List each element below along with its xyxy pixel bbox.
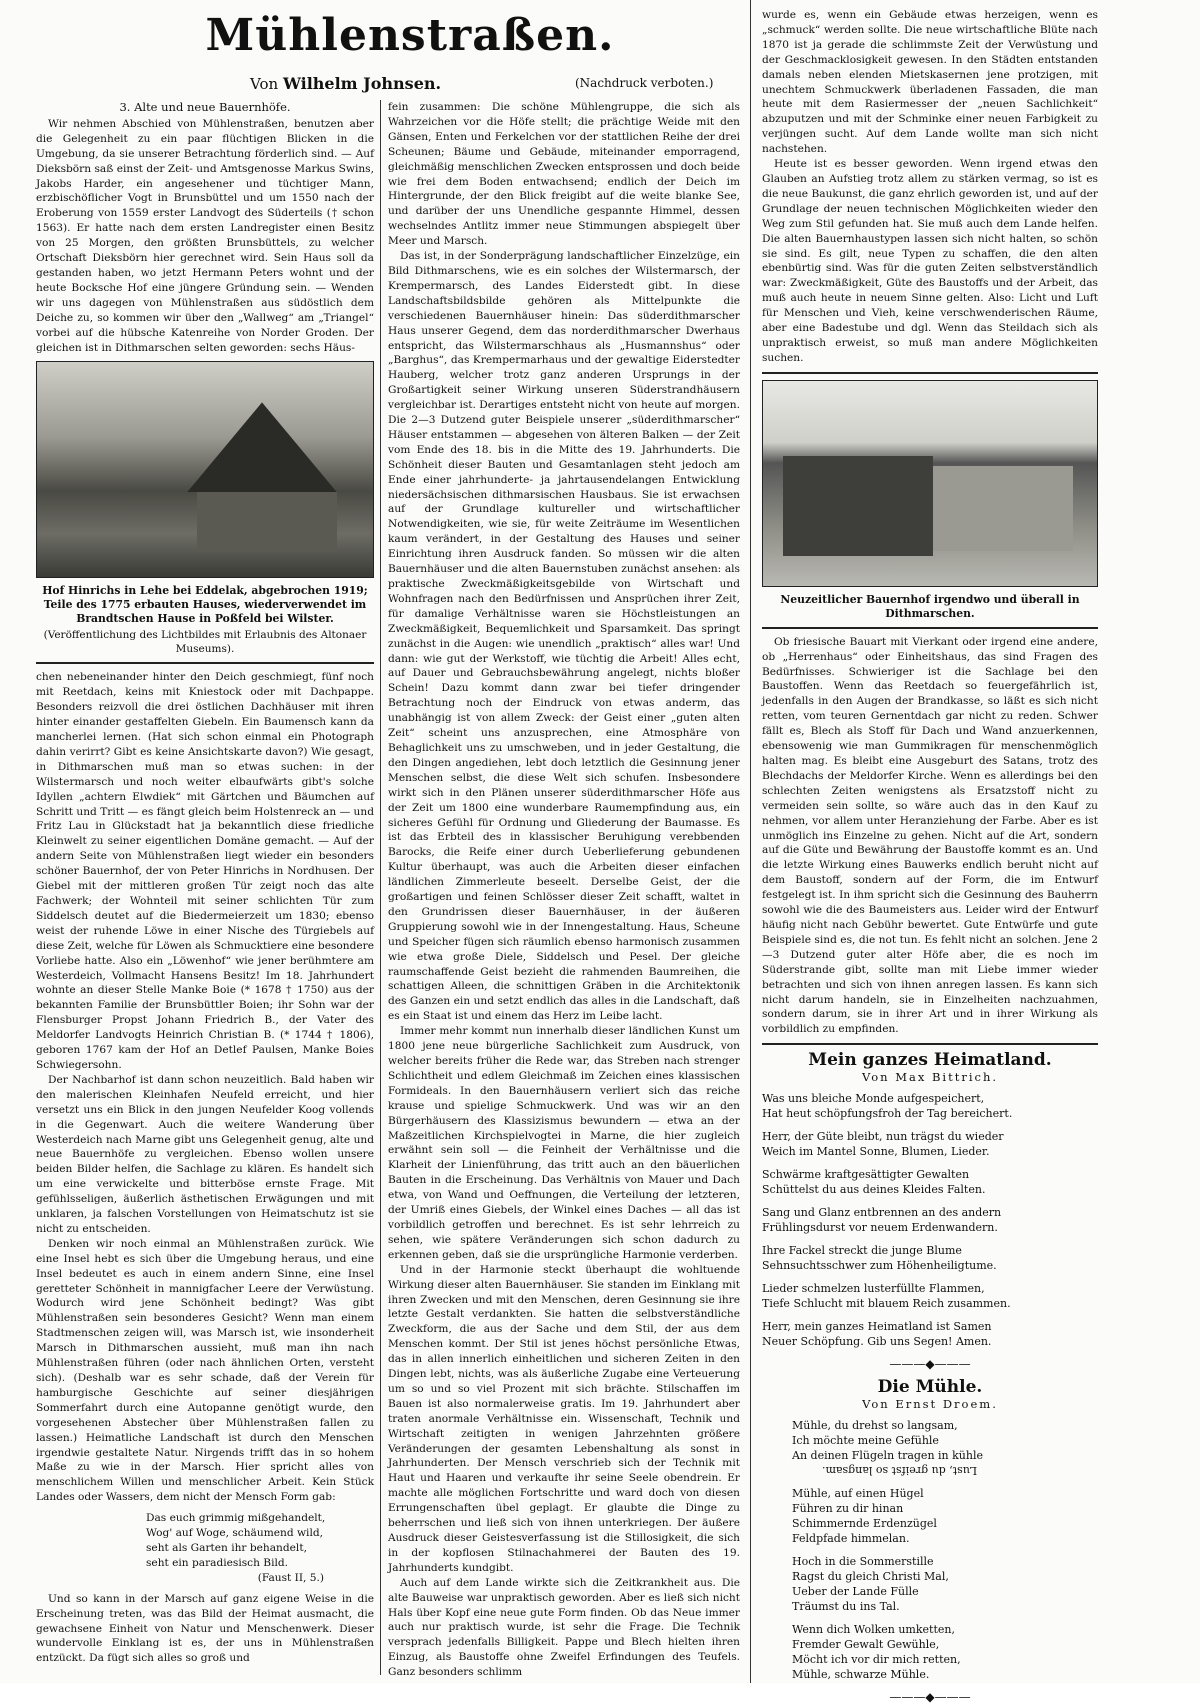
poem-line (792, 1501, 1098, 1516)
poem-line (762, 1182, 1098, 1197)
poem-line (762, 1296, 1098, 1311)
reprint-notice: (Nachdruck verboten.) (575, 76, 714, 90)
poem-line (792, 1599, 1098, 1614)
quote-verse (146, 1511, 374, 1586)
poem-line (762, 1091, 1098, 1106)
poem-author: Von Ernst Droem. (862, 1396, 998, 1411)
poem-stanza (762, 1091, 1098, 1121)
poem-line (792, 1433, 1098, 1448)
poem-stanza (762, 1319, 1098, 1349)
poem-stanza (762, 1205, 1098, 1235)
verse-line: Wog' auf Woge, schäumend wild, (146, 1527, 323, 1540)
paragraph: fein zusammen: Die schöne Mühlengruppe, die sich als Wahrzeichen vor die Höfe stellt; die prächtige Weide mit den Gänsen, Enten und Ferkelchen vor der stattlichen Reihe der drei Scheunen; Bäume und Gebäude, miteinander emporragend, gleichmäßig menschlichen Zwecken entsprossen und doch beide wie frei dem Boden entwachsend; endlich der Deich im Hintergrunde, der den Blick freigibt auf die weite blanke See, und darüber der uns Unendliche gespannte Himmel, dessen wechselndes Antlitz immer neue Stimmungen abspiegelt über Meer und Marsch. (388, 101, 740, 248)
divider (762, 627, 1098, 629)
paragraph: Immer mehr kommt nun innerhalb dieser ländlichen Kunst um 1800 jene neue bürgerliche Sachlichkeit zum Ausdruck, von welcher bereits früher die Rede war, das Streben nach strenger Schlichtheit und edlem Gleichmaß im Zeichen eines klassischen Formideals. In den Bauernhäusern verliert sich das reiche krause und spielige Schmuckwerk. Und was wir an den Bürgerhäusern des Klassizismus bewundern — etwa an der Maßzeitlichen Kirchspielvogtei in Marne, die hier zugleich erwähnt sein soll — die Feinheit der Verhältnisse und die Klarheit der Linienführung, das tritt auch an den bäuerlichen Bauten in die Erscheinung. Das Verhältnis von Mauer und Dach etwa, von Wand und Oeffnungen, die Verteilung der letzteren, der Umriß eines Giebels, der Winkel eines Daches — all das ist vorbildlich getroffen und berechnet. Es ist sehr lehrreich zu sehen, wie spätere Veränderungen sich schon dadurch zu erkennen geben, daß sie die ursprüngliche Harmonie verderben. (388, 1025, 740, 1261)
poem-line-text: Mühle, auf einen Hügel (792, 1486, 924, 1500)
divider (762, 372, 1098, 374)
paragraph: Wir nehmen Abschied von Mühlenstraßen, benutzen aber die Gelegenheit zu ein paar flüchtigen Blicken in die Umgebung, da sie unserer Betrachtung förderlich sind. — Auf Dieksbörn saß einst der Zeit- und Amtsgenosse Markus Swins, Jakobs Harder, ein angesehener und tüchtiger Mann, erzbischöflicher Vogt in Brunsbüttel und um 1550 nach der Eroberung von 1559 erster Landvogt des Süderteils († schon 1563). Er hatte nach dem ersten Landregister einen Besitz von 25 Morgen, den größten Brunsbüttels, zu welcher Ortschaft Dieksbörn hier gerechnet wird. Sein Haus soll da gestanden haben, wo jetzt Hermann Peters wohnt und der heute Bocksche Hof eine jüngere Gründung sein. — Wenden wir uns dagegen von Mühlenstraßen aus südöstlich dem Deiche zu, so kommen wir über den „Wallweg“ am „Triangel“ vorbei auf die hübsche Katenreihe von Norder Groden. Der gleichen ist in Dithmarschen selten geworden: sechs Häus- (36, 117, 374, 354)
divider (762, 1043, 1098, 1045)
poem-stanza (762, 1243, 1098, 1273)
poem-line-text: Weich im Mantel Sonne, Blumen, Lieder. (762, 1145, 990, 1159)
poem-line (792, 1486, 1098, 1501)
poem-line-text: Fremder Gewalt Gewühle, (792, 1637, 940, 1651)
verse-source: (Faust II, 5.) (257, 1571, 324, 1584)
section-heading: 3. Alte und neue Bauernhöfe. (119, 100, 291, 114)
poem-stanza (792, 1554, 1098, 1614)
poem-line (762, 1205, 1098, 1220)
poem-line (762, 1334, 1098, 1349)
poem-line (792, 1637, 1098, 1652)
poem-line-text: Herr, der Güte bleibt, nun trägst du wieder (762, 1130, 1004, 1144)
photo-caption: Hof Hinrichs in Lehe bei Eddelak, abgebrochen 1919; Teile des 1775 erbauten Hauses, wiederverwendet im Brandtschen Hause in Poßfeld bei Wilster. (42, 584, 368, 626)
poem-author: Von Max Bittrich. (861, 1070, 999, 1085)
poem-line (762, 1129, 1098, 1144)
poem-line (792, 1531, 1098, 1546)
poem-line-text: Ueber der Lande Fülle (792, 1584, 919, 1598)
verse-line: seht als Garten ihr behandelt, (146, 1541, 307, 1554)
poem-line (792, 1554, 1098, 1569)
column-rule (380, 100, 381, 1675)
column-rule (750, 0, 751, 1683)
column-3 (762, 8, 1098, 1704)
verse-line: seht ein paradiesisch Bild. (146, 1556, 289, 1569)
poem-line (792, 1516, 1098, 1531)
paragraph: Denken wir noch einmal an Mühlenstraßen zurück. Wie eine Insel hebt es sich über die Umgebung heraus, und eine Insel bedeutet es auch in einem andern Sinne, eine Insel geretteter Schönheit in mannigfacher Leere der Verwüstung. Wodurch wird jene Schönheit bedingt? Was gibt Mühlenstraßen sein besonderes Gesicht? Wenn man einem Stadtmenschen zeigen will, was Marsch ist, wie insonderheit Marsch in Dithmarschen aussieht, muß man ihn nach Mühlenstraßen führen (oder nach ähnlichen Orten, versteht sich). (Deshalb war es sehr schade, daß der Verein für hamburgische Geschichte auf seiner diesjährigen Sommerfahrt durch eine Autopanne genötigt wurde, den vorgesehenen Abstecher über Mühlenstraßen fallen zu lassen.) Heimatliche Landschaft ist durch den Menschen irgendwie gestaltete Natur. Nirgends trifft das in so hohem Maße zu wie in der Marsch. Hier spricht alles von menschlichem Willen und menschlicher Arbeit. Kein Stück Landes oder Wassers, dem nicht der Mensch Form gab: (36, 1237, 374, 1504)
poem-line-text: Möcht ich vor dir mich retten, (792, 1652, 961, 1666)
wall-shape (197, 492, 337, 552)
poem-line-text: Ich möchte meine Gefühle (792, 1433, 939, 1447)
poem-line-text: Ihre Fackel streckt die junge Blume (762, 1244, 962, 1258)
poem-line (792, 1418, 1098, 1433)
paragraph: Und so kann in der Marsch auf ganz eigene Weise in die Erscheinung treten, was das Bild der Heimat ausmacht, die gewachsene Einheit von Natur und Menschenwerk. Dieser wundervolle Einklang ist es, der uns in Mühlenstraßen entzückt. Da fügt sich alles so groß und (36, 1592, 374, 1665)
photo-caption: Neuzeitlicher Bauernhof irgendwo und überall in Dithmarschen. (780, 592, 1080, 620)
paragraph: wurde es, wenn ein Gebäude etwas herzeigen, wenn es „schmuck“ werden sollte. Die neue wirtschaftliche Blüte nach 1870 ist ja gerade die schlimmste Zeit der Verwüstung und der Geschmacklosigkeit gewesen. In den Städten entstanden damals neben elenden Mietskasernen jene protzigen, mit unechtem Schmuckwerk überladenen Fassaden, die man heute mit dem Rasiermesser der „neuen Sachlichkeit“ abzuputzen und mit der Schminke einer neuen Farbigkeit zu verjüngen sucht. Auf dem Lande wollte man sich nicht nachstehen. (762, 9, 1098, 156)
article-title: Mühlenstraßen. (205, 10, 615, 61)
poem-line-text: Neuer Schöpfung. Gib uns Segen! Amen. (762, 1335, 992, 1349)
byline-prefix: Von (250, 75, 279, 93)
poem-line (792, 1652, 1098, 1667)
poem-line-text: Führen zu dir hinan (792, 1501, 904, 1515)
poem-line (762, 1167, 1098, 1182)
photo-old-farmhouse (36, 361, 374, 578)
poem-line-text: Tiefe Schlucht mit blauem Reich zusammen. (762, 1297, 1011, 1311)
poem-line (792, 1569, 1098, 1584)
poem-line-text: Ragst du gleich Christi Mal, (792, 1569, 949, 1583)
poem-line (792, 1463, 1098, 1478)
poem-line-text: An deinen Flügeln tragen in kühle (792, 1448, 983, 1462)
poem-line-text: Träumst du ins Tal. (792, 1599, 900, 1613)
poem-line-text: Frühlingsdurst vor neuem Erdenwandern. (762, 1221, 998, 1235)
paragraph: Und in der Harmonie steckt überhaupt die wohltuende Wirkung dieser alten Bauernhäuser. Sie standen im Einklang mit ihren Zwecken und mit den Menschen, deren Gesinnung sie ihre letzte Gestalt verdankten. Sie hatten die selbstverständliche Zweckform, die aus der Sache und dem Stil, der aus dem Menschen kommt. Der Stil ist jenes höchst persönliche Etwas, das in allen innerlich einheitlichen und sicheren Zeiten in den Dingen lebt, nichts, was als äußerliche Zugabe eine Verteuerung um so und so viel Prozent mit sich brächte. Stilschaffen im Bauen ist also normalerweise gratis. Im 19. Jahrhundert aber traten anormale Verhältnisse ein. Wissenschaft, Technik und Wirtschaft zeitigten in wenigen Jahrzehnten größere Veränderungen der gesamten Lebenshaltung als sonst in Jahrhunderten. Der Mensch verschrieb sich der Technik mit Haut und Haaren und verkaufte ihr seine Seele obendrein. Er machte alle möglichen Fortschritte und ward doch von diesen Errungenschaften übel geplagt. Er glaubte die Dinge zu beherrschen und ließ sich von ihnen unterkriegen. Der äußere Ausdruck dieser Geistesverfassung ist die Stillosigkeit, die sich in der kopflosen Stilnachahmerei der Bauten des 19. Jahrhunderts kundgibt. (388, 1263, 740, 1574)
ornament-divider: ———◆——— (889, 1689, 971, 1704)
poem-line-text: Hoch in die Sommerstille (792, 1554, 934, 1568)
author: Wilhelm Johnsen. (282, 74, 442, 93)
paragraph: Das ist, in der Sonderprägung landschaftlicher Einzelzüge, ein Bild Dithmarschens, wie es ein solches der Wilstermarsch, der Krempermarsch, des Landes Eiderstedt gibt. In diese Landschaftsbildsbilde gehören als Mittelpunkte die verschiedenen Bauernhäuser hinein: Das süderdithmarscher Haus unserer Gegend, dem das norderdithmarscher Dwerhaus entspricht, das Wilstermarschhaus als „Husmannshus“ oder „Barghus“, das Krempermarhaus und der gewaltige Eiderstedter Hauberg, welcher trotz ganz anderen Ursprungs in der Großartigkeit seiner Wirkung unseren Süderstrandhäusern vergleichbar ist. Derartiges entsteht nicht von heute auf morgen. Die 2—3 Dutzend guter Beispiele unserer „süderdithmarscher“ Häuser entstammen — abgesehen von älteren Balken — der Zeit vom Ende des 18. bis in die Mitte des 19. Jahrhunderts. Die Schönheit dieser Bauten und Gesamtanlagen steht jedoch am Ende einer jahrhunderte- ja jahrtausendelangen Entwicklung niedersächsischen dithmarsischen Hausbaus. Sie ist erwachsen auf der Grundlage kultureller und wirtschaftlicher Notwendigkeiten, wie sie, für weite Zeiträume im Wesentlichen kaum verändert, in der Gestaltung des Hauses und seiner Einrichtung ihren Ausdruck fanden. So müssen wir die alten Bauernhäuser und die alten Bauernstuben zunächst ansehen: als praktische Zweckmäßigkeitsgebilde von Wirtschaft und Wohnfragen nach den Bedürfnissen und Ansprüchen ihrer Zeit, für damalige Verhältnisse waren sie Höchstleistungen an Zweckmäßigkeit, Bequemlichkeit und Sparsamkeit. Das springt zunächst in die Augen: wie unendlich „praktisch“ alles war! Und dann: wie gut der Werkstoff, wie tüchtig die Arbeit! Alles echt, auf Dauer und Gebrauchsbewährung angelegt, nichts bloßer Schein! Dazu kommt dann zwar bei tiefer dringender Betrachtung noch der Eindruck von etwas anderm, das unabhängig ist von allem Zweck: der Geist einer „guten alten Zeit“ scheint uns anzusprechen, eine Atmosphäre von Behaglichkeit uns zu umschweben, und in jeder Gestaltung, die den Dingen angediehen, lebt doch letztlich die Gesinnung jener Menschen selbst, die diese Welt sich schufen. Insbesondere wirkt sich in den Plänen unserer süderdithmarscher Höfe aus der Zeit um 1800 eine wunderbare Raumempfindung aus, ein sicheres Gefühl für Ordnung und Gliederung der Baumasse. Es ist das Erbteil des in klassischer Beruhigung verebbenden Barocks, die Reife einer durch Ueberlieferung gebundenen Kultur überhaupt, was auch die Arbeiten dieser einfachen ländlichen Zimmerleute beseelt. Derselbe Geist, der die großartigen und feinen Schlösser dieser Zeit schafft, waltet in den Grundrissen dieser Bauernhäuser, in der äußeren Gruppierung sowohl wie in der Innengestaltung. Haus, Scheune und Speicher fügen sich räumlich ebenso harmonisch zusammen wie etwa große Diele, Siddelsch und Pesel. Der gleiche raumschaffende Geist bezieht die rahmenden Baumreihen, die schattigen Alleen, die schnittigen Gräben in die Architektonik des Ganzen ein und setzt endlich das alles in die Landschaft, daß es ein Staat ist und einem das Herz im Leibe lacht. (388, 250, 740, 1023)
poem-line-text: Schwärme kraftgesättigter Gewalten (762, 1168, 970, 1182)
poem-line (792, 1622, 1098, 1637)
poem-line (762, 1106, 1098, 1121)
poem-line (792, 1448, 1098, 1463)
poem-line-text: Schimmernde Erdenzügel (792, 1516, 937, 1530)
poem-line-text: Mühle, du drehst so langsam, (792, 1418, 958, 1432)
wall-shape (783, 456, 933, 556)
poems (762, 1050, 1098, 1704)
poem-line (762, 1220, 1098, 1235)
poem-line (762, 1243, 1098, 1258)
paragraph: Ob friesische Bauart mit Vierkant oder irgend eine andere, ob „Herrenhaus“ oder Einheitshaus, das sind Fragen des Bedürfnisses. Schwieriger ist die Sachlage bei den Baustoffen. Wenn das Reetdach so feuergefährlich ist, jedenfalls in den Augen der Brandkasse, so läßt es sich nicht retten, vom teuren Gernentdach gar nicht zu reden. Schwer fällt es, Blech als Stoff für Dach und Wand anzuerkennen, ebensowenig wie man Gummikragen für menschenmöglich halten mag. Es bleibt eine Ausgeburt des Satans, trotz des Blechdachs der Meldorfer Kirche. Wenn es allerdings bei den schlechten Zeiten wenigstens als Ersatzstoff nicht zu vermeiden sein sollte, so wäre auch das in den Kauf zu nehmen, vor allem unter Heranziehung der Farbe. Aber es ist unmöglich ins Einzelne zu gehen. Nicht auf die Art, sondern auf die Güte und Bewährung der Baustoffe kommt es an. Und die letzte Wirkung eines Bauwerks endlich beruht nicht auf dem Baustoff, sondern auf der Form, die im Entwurf festgelegt ist. In ihm spricht sich die Gesinnung des Bauherrn sowohl wie die des Baumeisters aus. Leider wird der Entwurf häufig nicht nach Gebühr bewertet. Gute Entwürfe und gute Beispiele sind es, die not tun. Es fehlt nicht an solchen. Jene 2—3 Dutzend guter alter Höfe aber, die es noch im Süderstrande gibt, sollte man mit Liebe immer wieder betrachten und sich von ihnen anregen lassen. Es kann sich nicht darum handeln, sie in Einzelheiten nachzuahmen, sondern darum, sie in ihrer Art und in ihrer Wirkung als vorbildlich zu empfinden. (762, 635, 1098, 1036)
photo-credit: (Veröffentlichung des Lichtbildes mit Erlaubnis des Altonaer Museums). (43, 629, 367, 656)
wall-shape (933, 466, 1073, 551)
poem-stanza (762, 1167, 1098, 1197)
poem-line-text: Lust, du greifst so langsam. (822, 1463, 978, 1477)
poem-line (762, 1258, 1098, 1273)
poem-line (792, 1584, 1098, 1599)
poem-line-text: Sehnsuchtsschwer zum Höhenheiligtume. (762, 1259, 997, 1273)
poem-line-text: Hat heut schöpfungsfroh der Tag bereichert. (762, 1107, 1013, 1121)
divider (36, 662, 374, 664)
poem-line (762, 1319, 1098, 1334)
ornament-divider: ———◆——— (889, 1357, 971, 1372)
poem-line-text: Was uns bleiche Monde aufgespeichert, (762, 1092, 985, 1106)
poem-line-text: Mühle, schwarze Mühle. (792, 1667, 930, 1681)
poem-line-text: Wenn dich Wolken umketten, (792, 1622, 955, 1636)
poem-stanza (792, 1418, 1098, 1478)
roof-shape (187, 402, 337, 492)
paragraph: Auch auf dem Lande wirkte sich die Zeitkrankheit aus. Die alte Bauweise war unpraktisch geworden. Aber es ließ sich nicht Hals über Kopf eine neue gute Form finden. Ob das Neue immer auch nur praktisch wurde, ist sehr die Frage. Die Technik versprach jedenfalls Billigkeit. Pappe und Blech hielten ihren Einzug, als Baustoffe ohne Zweifel Erfindungen des Teufels. Ganz besonders schlimm (388, 1576, 740, 1679)
poem-line-text: Feldpfade himmelan. (792, 1531, 910, 1545)
poem-stanza (792, 1622, 1098, 1682)
poem-stanza (762, 1129, 1098, 1159)
photo-modern-farmhouse (762, 380, 1098, 587)
poem-line (762, 1144, 1098, 1159)
poem-line (792, 1667, 1098, 1682)
paragraph: Heute ist es besser geworden. Wenn irgend etwas den Glauben an Aufstieg trotz allem zu stärken vermag, so ist es die neue Baukunst, die ganz ehrlich geworden ist, und auf der Grundlage der neuen technischen Möglichkeiten wieder den Weg zum Stil gefunden hat. Sie muß auch dem Lande helfen. Die alten Bauernhaustypen lassen sich nicht halten, so schön sie sind. Es gilt, neue Typen zu schaffen, die den alten ebenbürtig sind. Was für die guten Zeiten selbstverständlich war: Zweckmäßigkeit, Güte des Baustoffs und der Arbeit, das muß auch heute in neuem Sinne gelten. Also: Licht und Luft für Menschen und Vieh, keine verschwenderischen Räume, aber eine Badestube und dgl. Wenn das Steildach sich als unpraktisch erweist, so muß man andere Möglichkeiten suchen. (762, 158, 1098, 364)
paragraph: Der Nachbarhof ist dann schon neuzeitlich. Bald haben wir den malerischen Kleinhafen Neufeld erreicht, und hier versetzt uns ein Blick in den jungen Neufelder Koog vollends in die Gegenwart. Auch die weitere Wanderung über Westerdeich nach Marne gibt uns Gelegenheit genug, alte und neue Bauernhöfe zu vergleichen. Ebenso wollen unsere beiden Bilder helfen, die Sachlage zu klären. Es handelt sich um eine verwickelte und bitterböse ernste Frage. Mit gefühlsseligen, äußerlich ästhetischen Erwägungen und mit unklaren, ja falschen Vorstellungen von Heimatschutz ist sie nicht zu entscheiden. (36, 1073, 374, 1235)
poem-line-text: Lieder schmelzen lusterfüllte Flammen, (762, 1282, 985, 1296)
paragraph: chen nebeneinander hinter den Deich geschmiegt, fünf noch mit Reetdach, keins mit Kniestock oder mit Dachpappe. Besonders reizvoll die drei östlichen Dachhäuser mit ihren hinter einander gestaffelten Giebeln. Ein Baumensch kann da mancherlei lernen. (Hat sich schon einmal ein Photograph dahin verirrt? Gibt es keine Ansichtskarte davon?) Wie gesagt, in Dithmarschen muß man so etwas suchen: in der Wilstermarsch und noch weiter elbaufwärts gibt's solche Idyllen „achtern Elwdiek“ mit Gärtchen und Bäumchen auf Schritt und Tritt — es fängt gleich beim Holstenreck an — und Fritz Lau in Glückstadt hat ja bekanntlich diese friedliche Kleinwelt zu seiner eigentlichen Domäne gemacht. — Auf der andern Seite von Mühlenstraßen liegt wieder ein besonders schöner Bauernhof, der von Peter Hinrichs in Nordhusen. Der Giebel mit der mittleren großen Tür zeigt noch das alte Fachwerk; der Wohnteil mit seiner schlichten Tür zum Siddelsch deutet auf die Biedermeierzeit um 1830; ebenso weist der ruhende Löwe in einer Nische des Türgiebels auf diese Zeit, welche für Löwen als Schmucktiere eine besondere Vorliebe hatte. Also ein „Löwenhof“ wie jener berühmtere am Westerdeich, Vollmacht Hansens Besitz! Im 18. Jahrhundert wohnte an dieser Stelle Manke Boie (* 1678 † 1750) aus der bekannten Familie der Brunsbüttler Boien; ihr Sohn war der Flensburger Propst Johann Friedrich B., der Vater des Meldorfer Landvogts Heinrich Christian B. (* 1744 † 1806), geboren 1767 kam der Hof an Detlef Paulsen, Manke Boies Schwiegersohn. (36, 671, 374, 1071)
poem-stanza (792, 1486, 1098, 1546)
poem-title: Mein ganzes Heimatland. (808, 1050, 1052, 1071)
poem-line-text: Sang und Glanz entbrennen an des andern (762, 1206, 1002, 1220)
poem-line (762, 1281, 1098, 1296)
poem-title: Die Mühle. (877, 1376, 983, 1397)
poem-stanza (762, 1281, 1098, 1311)
byline (250, 74, 441, 93)
column-1 (36, 100, 374, 1675)
column-2 (388, 100, 740, 1679)
verse-line: Das euch grimmig mißgehandelt, (146, 1512, 326, 1525)
poem-line-text: Schüttelst du aus deines Kleides Falten. (762, 1183, 986, 1197)
poem-line-text: Herr, mein ganzes Heimatland ist Samen (762, 1320, 992, 1334)
